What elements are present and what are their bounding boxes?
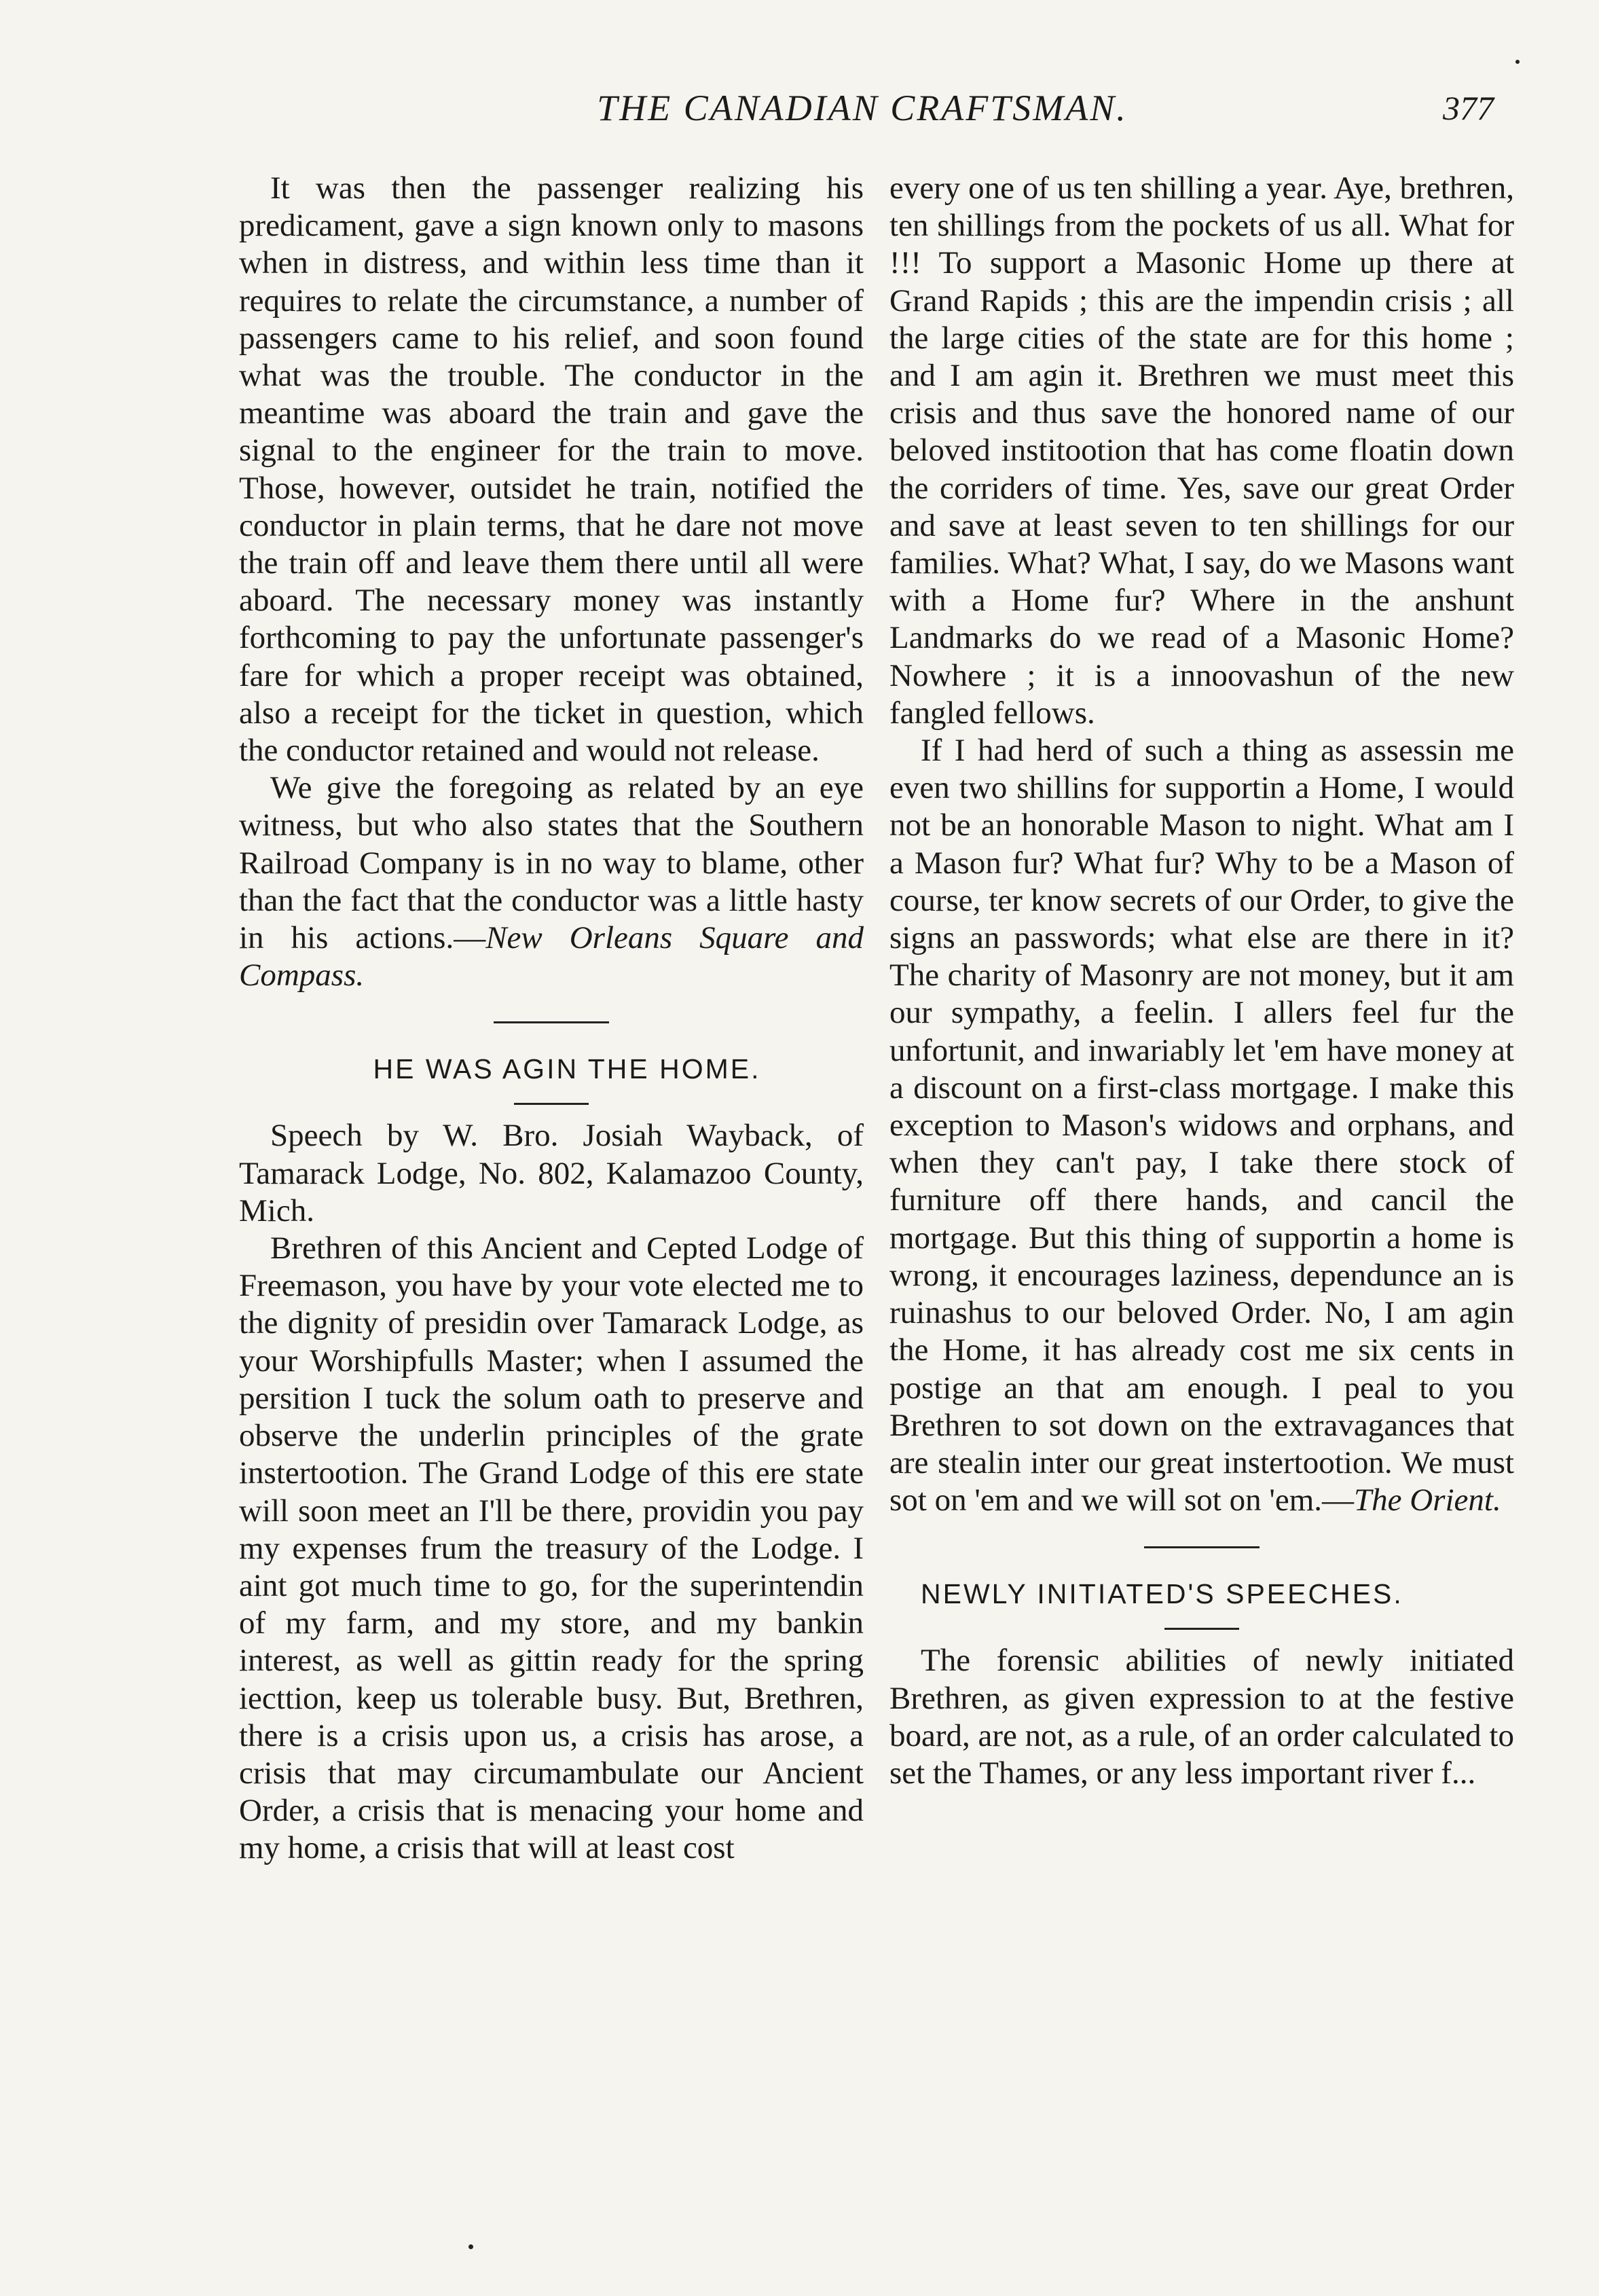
article-heading: NEWLY INITIATED'S SPEECHES. xyxy=(921,1578,1403,1610)
section-divider xyxy=(1144,1546,1260,1548)
article-heading: HE WAS AGIN THE HOME. xyxy=(373,1053,761,1085)
paragraph: Brethren of this Ancient and Cepted Lodge of Freemason, you have by your vote elected me to the dignity of presidin over Tamarack Lodge, as your Worshipfulls Master; when I assumed the persition I tuck the solum oath to preserve and observe the underlin principles of the grate instertootion. The Grand Lodge of this ere state will soon meet an I'll be there, providin you pay my expenses frum the treasury of the Lodge. I aint got much time to go, for the superintendin of my farm, and my store, and my bankin interest, as well as gittin ready for the spring iecttion, keep us tolerable busy. But, Brethren, there is a crisis upon us, a crisis has arose, a crisis that may circumambulate our Ancient Order, a crisis that is menacing your home and my home, a crisis that will at least cost xyxy=(239,1231,864,1866)
ink-speck xyxy=(1515,60,1520,64)
heading-divider xyxy=(514,1103,589,1105)
paragraph-with-source xyxy=(889,732,1514,1519)
section-divider xyxy=(494,1021,609,1023)
right-column xyxy=(889,170,1514,1792)
source-citation: New Orleans Square and Compass. xyxy=(239,920,864,994)
page-number: 377 xyxy=(1443,89,1494,127)
paragraph: It was then the passenger realizing his predicament, gave a sign known only to masons when in distress, and within less time than it requires to relate the circumstance, a number of passengers came to his relief, and soon found what was the trouble. The conductor in the meantime was aboard the train and gave the signal to the engineer for the train to move. Those, however, outsidet he train, notified the conductor in plain terms, that he dare not move the train off and leave them there until all were aboard. The necessary money was instantly forthcoming to pay the unfortunate passenger's fare for which a proper receipt was obtained, also a receipt for the ticket in question, which the conductor retained and would not release. xyxy=(239,170,864,769)
source-citation: The Orient. xyxy=(1354,1482,1501,1518)
running-title: THE CANADIAN CRAFTSMAN. xyxy=(597,88,1128,128)
paragraph-with-source xyxy=(239,769,864,994)
paragraph-text: We give the foregoing as related by an eye witness, but who also states that the Southern Railroad Company is in no way to blame, other than the fact that the conductor was a little hasty in his actions.— xyxy=(239,770,864,956)
heading-divider xyxy=(1164,1628,1239,1630)
paragraph: The forensic abilities of newly initiated Brethren, as given expression to at the festive board, are not, as a rule, of an order calculated to set the Thames, or any less important river f... xyxy=(889,1643,1514,1791)
paragraph-text: If I had herd of such a thing as assessin me even two shillins for supportin a Home, I would not be an honorable Mason to night. What am I a Mason fur? What fur? Why to be a Mason of course, ter know secrets of our Order, to give the signs an passwords; what else are there in it? The charity of Masonry are not money, but it am our sympathy, a feelin. I allers feel fur the unfortunit, and inwariably let 'em have money at a discount on a first-class mortgage. I make this exception to Mason's widows and orphans, and when they can't pay, I take there stock of furniture off there hands, and cancil the mortgage. But this thing of supportin a home is wrong, it encourages laziness, dependunce an is ruinashus to our beloved Order. No, I am agin the Home, it has already cost me six cents in postige an that am enough. I peal to you Brethren to sot down on the extravagances that are stealin inter our great instertootion. We must sot on 'em and we will sot on 'em.— xyxy=(889,733,1514,1518)
byline: Speech by W. Bro. Josiah Wayback, of Tamarack Lodge, No. 802, Kalamazoo County, Mich. xyxy=(239,1118,864,1228)
page-header xyxy=(231,87,1494,141)
ink-speck xyxy=(468,2244,473,2249)
left-column xyxy=(239,170,864,1867)
paragraph: every one of us ten shilling a year. Aye, brethren, ten shillings from the pockets of us all. What for !!! To support a Masonic Home up there at Grand Rapids ; this are the impendin crisis ; all the large cities of the state are for this home ; and I am agin it. Brethren we must meet this crisis and thus save the honored name of our beloved institootion that has come floatin down the corriders of time. Yes, save our great Order and save at least seven to ten shillings for our families. What? What, I say, do we Masons want with a Home fur? Where in the anshunt Landmarks do we read of a Masonic Home? Nowhere ; it is a innoovashun of the new fangled fellows. xyxy=(889,170,1514,731)
